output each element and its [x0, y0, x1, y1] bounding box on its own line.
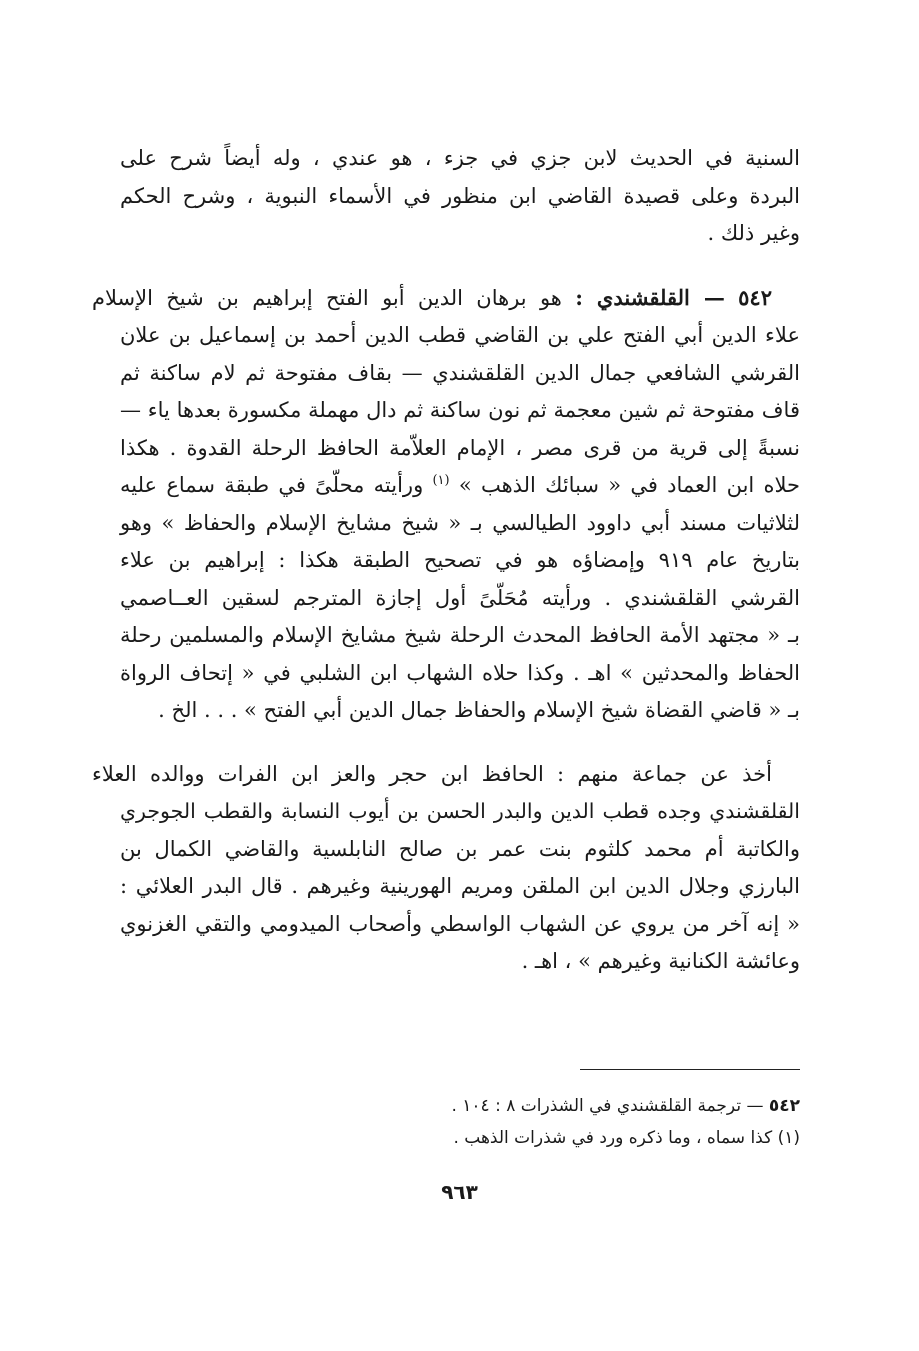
footnote-divider: [580, 1069, 800, 1070]
text-line-with-footnote: [120, 467, 800, 505]
text-line: لثلاثيات مسند أبي داوود الطيالسي بـ « شيخ مشايخ الإسلام والحفاظ » وهو: [120, 510, 800, 535]
text-line: بتاريخ عام ٩١٩ وإمضاؤه هو في تصحيح الطبقة هكذا : إبراهيم بن علاء: [120, 548, 801, 572]
page-body: [92, 140, 801, 981]
entry-number: ٥٤٢: [738, 284, 772, 310]
footnote-text: — ترجمة القلقشندي في الشذرات ٨ : ١٠٤ .: [451, 1096, 764, 1116]
page-number: ٩٦٣: [441, 1180, 478, 1204]
text-line: الحفاظ والمحدثين » اهـ . وكذا حلاه الشهاب ابن الشلبي في « إتحاف الرواة: [120, 660, 800, 685]
text-line: والكاتبة أم محمد كلثوم بنت عمر بن صالح النابلسية والقاضي الكمال بن: [120, 836, 800, 861]
text-line: وغير ذلك .: [707, 221, 800, 245]
teachers-paragraph: [92, 756, 800, 981]
text-line: السنية في الحديث لابن جزي في جزء ، هو عندي ، وله أيضاً شرح على: [120, 146, 800, 170]
text-line: القرشي القلقشندي . ورأيته مُحَلّىً أول إجازة المترجم لسقين العــاصمي: [120, 585, 800, 610]
footnote-entry-number: ٥٤٢: [768, 1096, 800, 1116]
footnote-reference[interactable]: (١): [432, 473, 450, 488]
entry-paragraph: [92, 279, 801, 730]
text-line: القلقشندي وجده قطب الدين والبدر الحسن بن أيوب النسابة والقطب الجوجري: [120, 799, 800, 823]
entry-name: — القلقشندي :: [575, 284, 725, 310]
text-line: القرشي الشافعي جمال الدين القلقشندي — بقاف مفتوحة ثم لام ساكنة ثم: [120, 360, 800, 385]
footnote-entry-source: [120, 1090, 800, 1122]
text-line: قاف مفتوحة ثم شين معجمة ثم نون ساكنة ثم دال مهملة مكسورة بعدها ياء —: [120, 398, 800, 422]
text-line: البارزي وجلال الدين ابن الملقن ومريم الهورينية وغيرهم . قال البدر العلائي :: [120, 874, 800, 898]
text-line: أخذ عن جماعة منهم : الحافظ ابن حجر والعز ابن الفرات ووالده العلاء: [92, 761, 772, 786]
text-line: وعائشة الكنانية وغيرهم » ، اهـ .: [521, 949, 800, 973]
text-line: بـ « قاضي القضاة شيخ الإسلام والحفاظ جمال الدين أبي الفتح » . . . الخ .: [158, 698, 800, 722]
footnotes: [120, 1090, 800, 1154]
text-segment: ورأيته محلّىً في طبقة سماع عليه: [120, 473, 424, 497]
text-line: « إنه آخر من يروي عن الشهاب الواسطي وأصحاب الميدومي والتقي الغزنوي: [120, 911, 800, 936]
paragraph-continuation: [120, 140, 800, 253]
footnote-1: (١) كذا سماه ، وما ذكره ورد في شذرات الذهب .: [453, 1128, 800, 1148]
entry-first-line-text: هو برهان الدين أبو الفتح إبراهيم بن شيخ الإسلام: [92, 285, 562, 310]
text-line: بـ « مجتهد الأمة الحافظ المحدث الرحلة شيخ مشايخ الإسلام والمسلمين رحلة: [120, 623, 800, 647]
text-segment: حلاه ابن العماد في « سبائك الذهب »: [458, 473, 800, 497]
text-line: البردة وعلى قصيدة القاضي ابن منظور في الأسماء النبوية ، وشرح الحكم: [120, 183, 800, 208]
entry-first-line: [92, 279, 800, 318]
text-line: علاء الدين أبي الفتح علي بن القاضي قطب الدين أحمد بن إسماعيل بن علان: [120, 323, 800, 347]
text-line: نسبةً إلى قرية من قرى مصر ، الإمام العلاّمة الحافظ الرحلة القدوة . هكذا: [120, 435, 800, 460]
